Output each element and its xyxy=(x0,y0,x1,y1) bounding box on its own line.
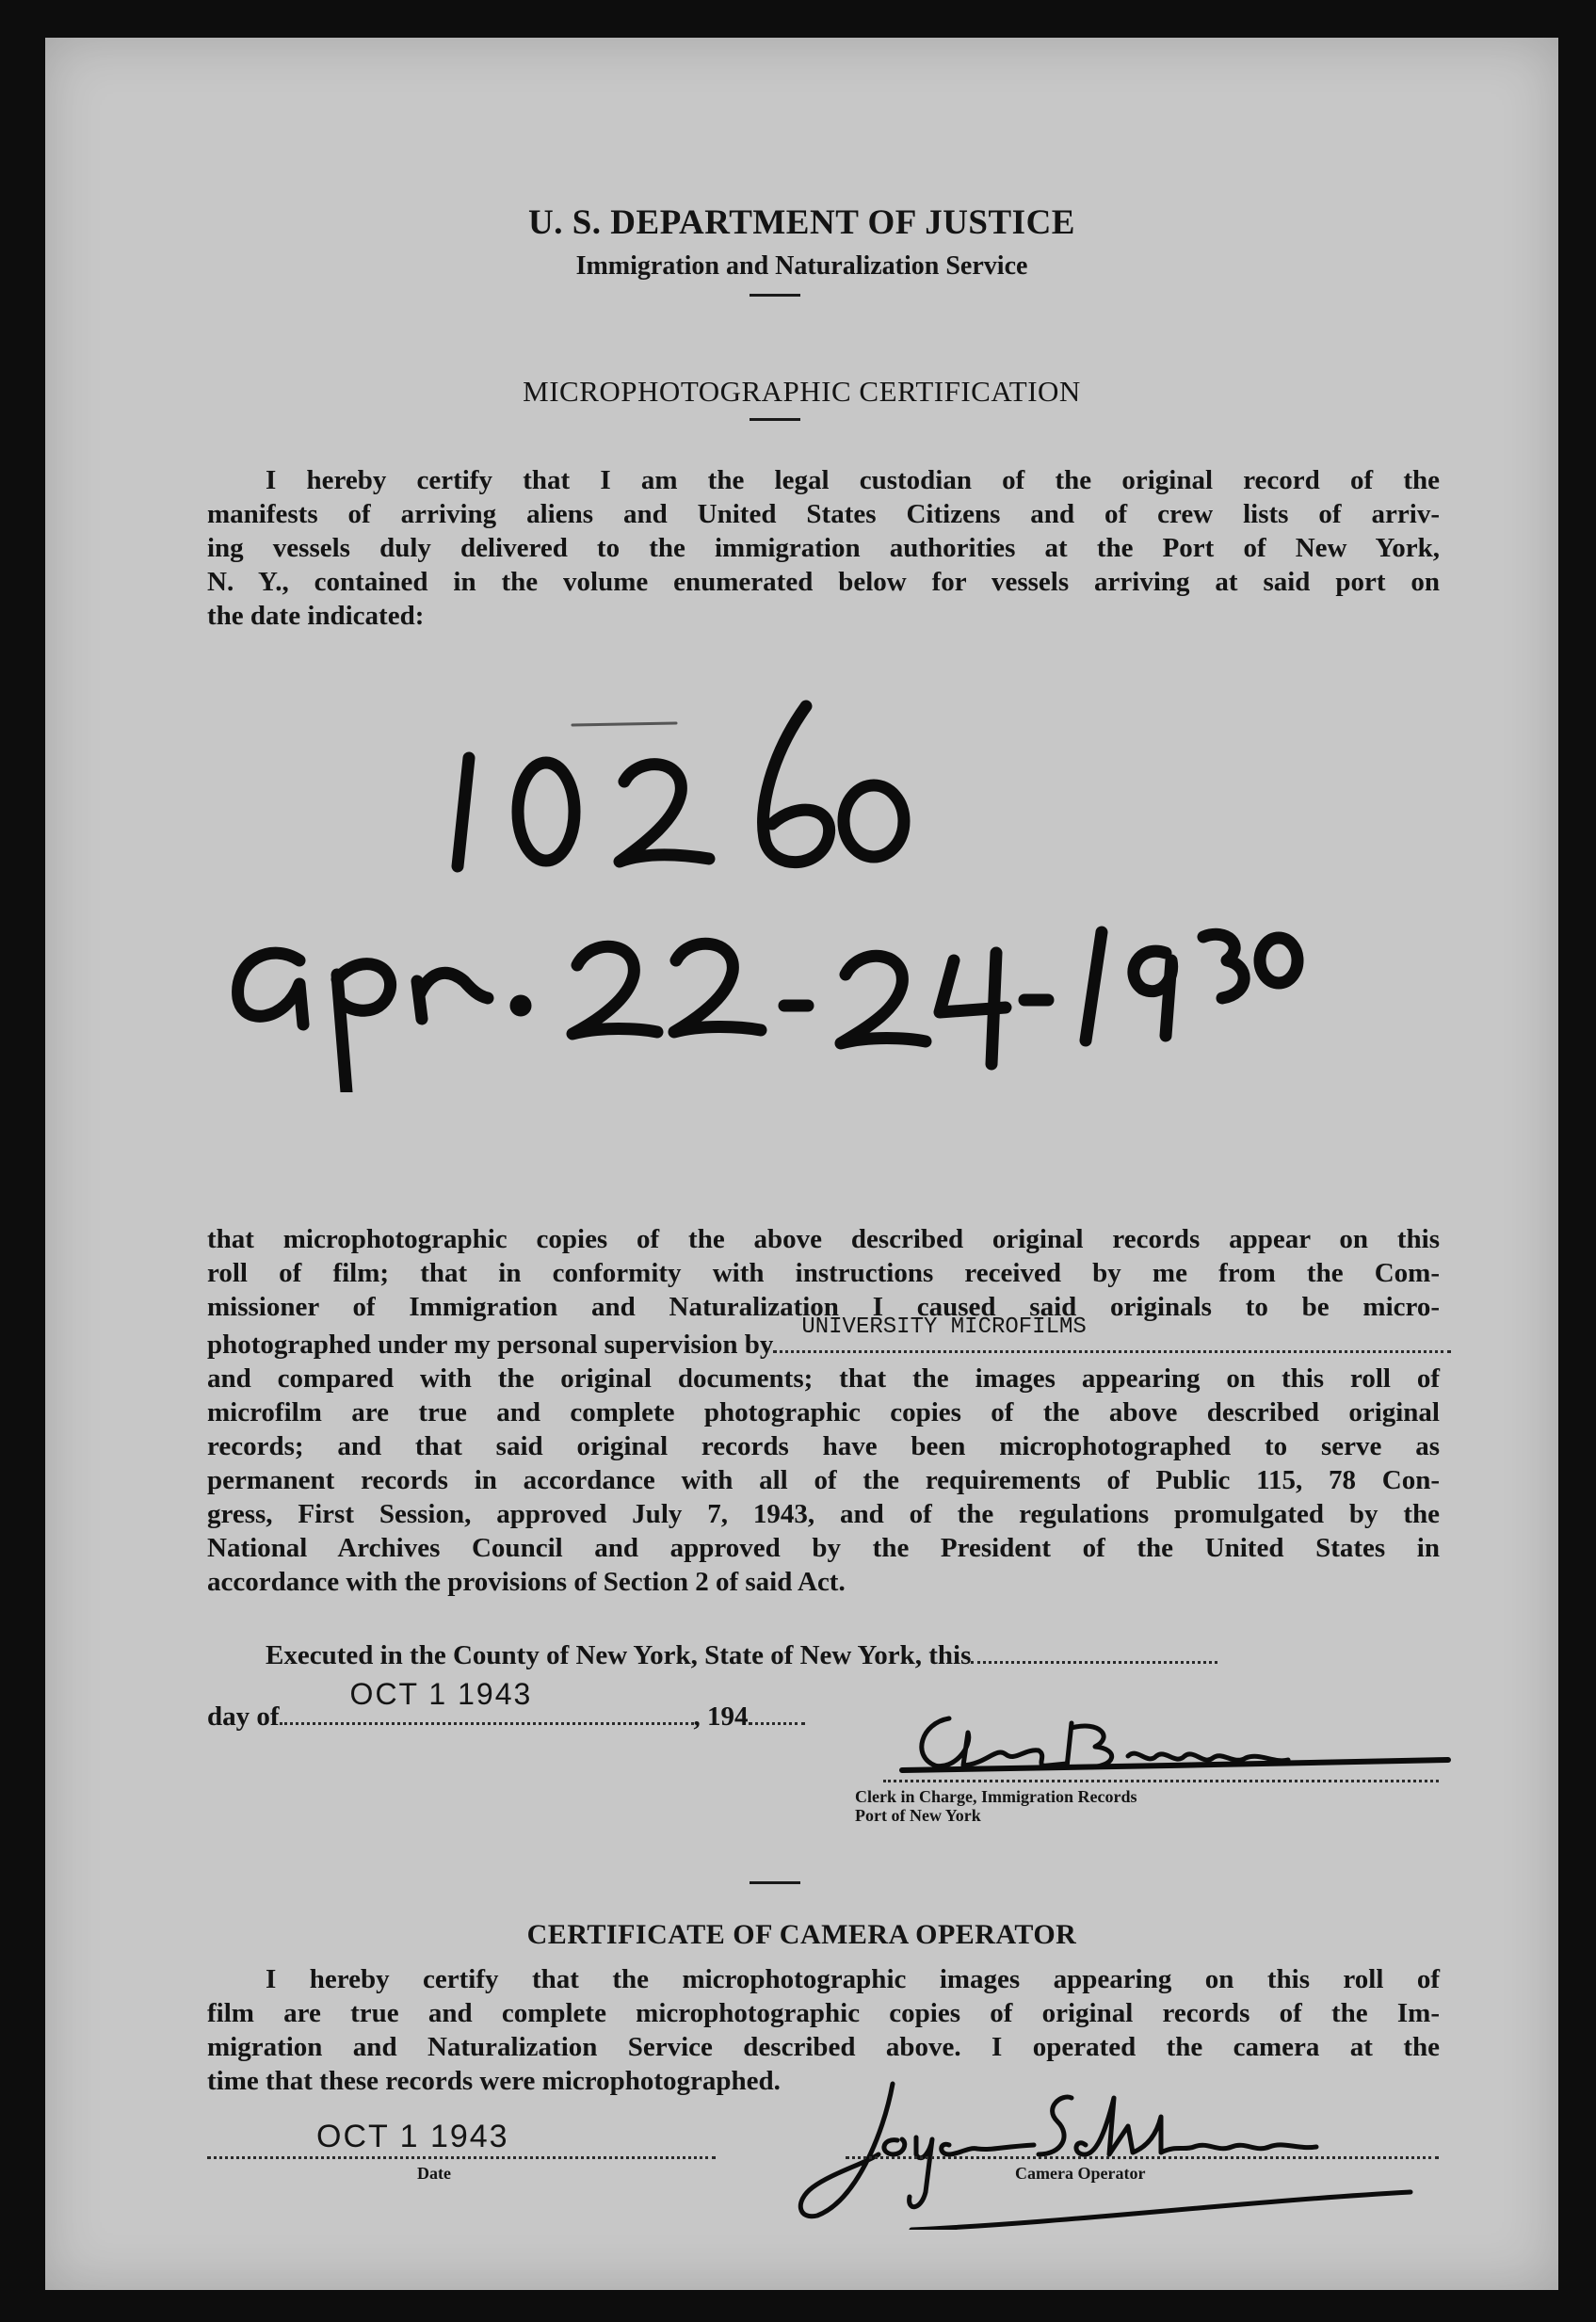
day-of-line: day of OCT 1 1943 , 194 xyxy=(207,1700,805,1733)
body-line: records; and that said original records have been microphotographed to serve as xyxy=(207,1431,1440,1461)
camera-line: time that these records were microphotographed. xyxy=(207,2066,781,2096)
intro-paragraph xyxy=(207,463,1440,633)
camera-operator-signature-line xyxy=(846,2153,1439,2159)
date-label: Date xyxy=(417,2164,451,2183)
divider xyxy=(750,1881,800,1884)
body-line: that microphotographic copies of the above described original records appear on this xyxy=(207,1224,1440,1254)
intro-line: manifests of arriving aliens and United States Citizens and of crew lists of arriv- xyxy=(207,499,1440,529)
service-subheading: Immigration and Naturalization Service xyxy=(575,251,1028,281)
year-field xyxy=(749,1701,805,1725)
divider xyxy=(750,294,800,297)
supervision-field xyxy=(773,1314,1451,1353)
certification-title: MICROPHOTOGRAPHIC CERTIFICATION xyxy=(523,375,1081,408)
day-of-label: day of xyxy=(207,1701,280,1732)
supervision-line xyxy=(207,1314,1440,1362)
certificate-sheet xyxy=(45,38,1558,2290)
supervision-label: photographed under my personal supervision by xyxy=(207,1330,774,1360)
handwritten-volume-and-dates xyxy=(196,650,1552,1092)
body-line: and compared with the original documents; that the images appearing on this roll of xyxy=(207,1363,1440,1394)
camera-line: film are true and complete microphotographic copies of original records of the Im- xyxy=(207,1998,1440,2028)
day-field xyxy=(971,1640,1217,1664)
intro-line: N. Y., contained in the volume enumerated below for vessels arriving at said port on xyxy=(207,567,1440,597)
camera-line: migration and Naturalization Service described above. I operated the camera at the xyxy=(207,2032,1440,2062)
body-line: permanent records in accordance with all of the requirements of Public 115, 78 Con- xyxy=(207,1465,1440,1495)
body-line: gress, First Session, approved July 7, 1943, and of the regulations promulgated by the xyxy=(207,1499,1440,1529)
clerk-title: Clerk in Charge, Immigration Records xyxy=(855,1787,1137,1806)
clerk-office: Port of New York xyxy=(855,1806,981,1825)
clerk-signature-line xyxy=(883,1780,1439,1782)
body-line: microfilm are true and complete photographic copies of the above described original xyxy=(207,1397,1440,1427)
body-line: accordance with the provisions of Section 2 of said Act. xyxy=(207,1567,846,1597)
body-line: roll of film; that in conformity with instructions received by me from the Com- xyxy=(207,1258,1440,1288)
intro-line: the date indicated: xyxy=(207,601,425,631)
year-prefix: 194 xyxy=(707,1701,749,1732)
divider xyxy=(750,418,800,421)
intro-line: ing vessels duly delivered to the immigration authorities at the Port of New York, xyxy=(207,533,1440,563)
supervision-value: UNIVERSITY MICROFILMS xyxy=(801,1314,1087,1340)
body-line: National Archives Council and approved by the President of the United States in xyxy=(207,1533,1440,1563)
date-stamp: OCT 1 1943 xyxy=(349,1677,533,1711)
camera-operator-label: Camera Operator xyxy=(1015,2164,1146,2183)
department-heading: U. S. DEPARTMENT OF JUSTICE xyxy=(528,203,1075,242)
camera-heading: CERTIFICATE OF CAMERA OPERATOR xyxy=(526,1919,1077,1950)
body-line: missioner of Immigration and Naturalization I caused said originals to be micro- xyxy=(207,1292,1440,1322)
body-paragraph xyxy=(207,1222,1440,1599)
camera-date-stamp: OCT 1 1943 xyxy=(316,2119,509,2154)
clerk-signature xyxy=(883,1681,1467,1784)
camera-operator-signature xyxy=(789,2060,1448,2230)
executed-text: Executed in the County of New York, State of New York, this xyxy=(266,1640,972,1670)
executed-line xyxy=(266,1638,1440,1672)
intro-line: I hereby certify that I am the legal custodian of the original record of the xyxy=(266,465,1440,495)
camera-line: I hereby certify that the microphotographic images appearing on this roll of xyxy=(266,1964,1440,1994)
